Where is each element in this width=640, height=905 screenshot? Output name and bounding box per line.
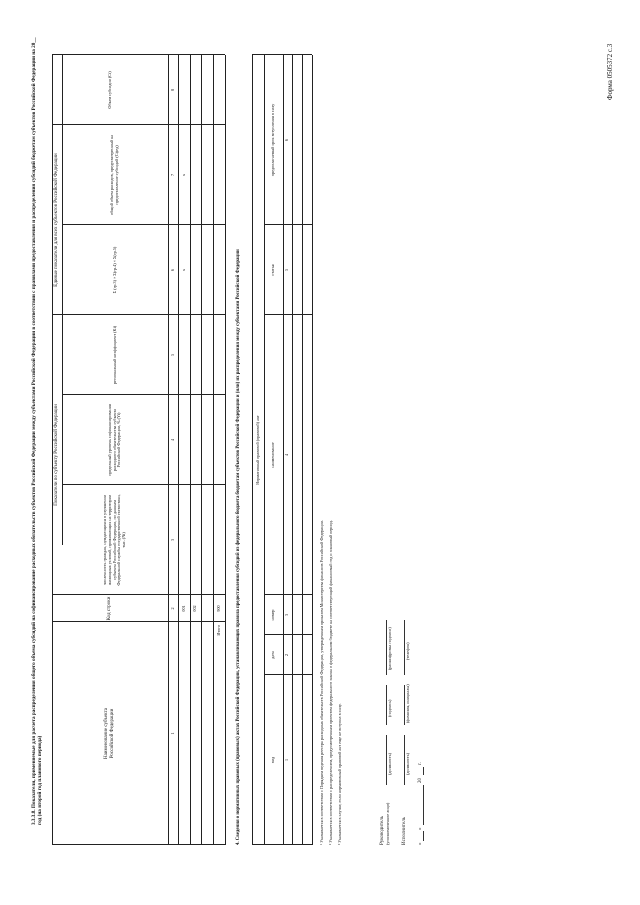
- col-status-header: предполагаемый срок вступления в силу: [270, 103, 276, 177]
- executor-fio-caption: (фамилия, инициалы): [405, 684, 410, 723]
- row-code-1: 001: [180, 605, 186, 612]
- table-row: [190, 595, 201, 622]
- group-indicators-header: Показатели по субъекту Российской Федерации: [54, 404, 60, 506]
- col-formula-header: Σ (гр.3) × Σ(гр.4) × Σ(гр.5): [111, 246, 117, 294]
- col-budget-level-header: предельный уровень софинансирования расходного обязательства субъекта Российской Федерации, % (Yi): [106, 404, 122, 476]
- date-year-suffix: г.: [418, 762, 423, 765]
- head-name-caption: (расшифровка подписи): [387, 627, 392, 670]
- t2-col-number-1: 1: [284, 758, 290, 762]
- date-year-prefix: 20: [418, 778, 423, 783]
- group-totals-header: Единые показатели для всех субъектов Российской Федерации: [54, 153, 60, 287]
- footnote-1: ¹ Указывается в соответствии с Порядком ведения реестра расходных обязательств Российской Федерации, утвержденным приказом Министерства финансов Российской Федерации.: [319, 519, 324, 845]
- total-label: Итого: [215, 625, 221, 636]
- head-position-caption: (должность): [387, 753, 392, 775]
- col-number-5: 5: [169, 353, 175, 357]
- t2-col-number-2: 2: [284, 653, 290, 657]
- row-1-mark-x-2: х: [180, 173, 186, 177]
- col-number-2: 2: [169, 607, 175, 610]
- t2-col-number-4: 4: [284, 453, 290, 457]
- col-number-8: 8: [169, 88, 175, 92]
- date-quote-open: «: [418, 842, 423, 845]
- col-number-7: 7: [169, 173, 175, 177]
- executor-label: Исполнитель: [402, 817, 407, 845]
- col-date-header: дата: [270, 651, 276, 659]
- total-code: 900: [215, 605, 221, 612]
- col-act-name-header: наименование: [270, 442, 276, 468]
- col-number-6: 6: [169, 268, 175, 272]
- col-article-header: статья: [270, 264, 276, 276]
- row-1-mark-x: х: [180, 268, 186, 272]
- col-name-header: Наименование субъекта Российской Федерации: [104, 707, 115, 760]
- form-code: Форма 0505372 с.3: [606, 43, 614, 100]
- executor-phone-caption: (телефон): [405, 642, 410, 660]
- col-number-header: номер: [270, 609, 276, 621]
- head-label: Руководитель: [380, 815, 385, 845]
- col-population-header: численность граждан, нуждающихся в улучшении жилищных условий, проживающих на территории субъекта Российской Федерации, по данным Федеральной службы государственной статистики, тыс. (Ni): [101, 494, 127, 586]
- col-coef-header: региональный коэффициент (Ki): [111, 325, 117, 385]
- row-code-2: 002: [192, 605, 198, 612]
- table-row: [178, 595, 190, 622]
- section-title: 3.3.3.8. Показатели, применяемые для расчета распределения общего объема субсидий на софинансирование расходных обязательств субъектов Российской Федерации между субъектами Российской Федерации в соответствии с правилами предоставления и распределения субсидий бюджетам субъектов Российской Федерации на 20__ год (на второй год планового периода): [31, 37, 43, 825]
- head-signature-caption: (подпись): [387, 699, 392, 717]
- col-code-header: Код строки: [107, 596, 113, 621]
- date-quote-close: »: [418, 827, 423, 830]
- table2-group-header: Нормативный правовой (правовой) акт: [254, 415, 260, 485]
- section4-title: 4. Сведения о нормативных правовых (правовых) актах Российской Федерации, устанавливающих правила предоставления субсидий из федерального бюджета бюджетам субъектов Российской Федерации и (или) их распределения между субъектами Российской Федерации: [236, 249, 241, 845]
- footnote-2: ² Указывается в соответствии с распределением, предусмотренным проектом федерального закона о федеральном бюджете на соответствующий финансовый год и плановый период.: [328, 520, 333, 845]
- col-type-header: вид: [270, 756, 276, 764]
- t2-col-number-3: 3: [284, 613, 290, 617]
- col-number-4: 4: [169, 438, 175, 442]
- col-subsidy-header: Объем субсидии (Ci): [106, 71, 112, 109]
- footnote-3: ³ Указывается в случае, если нормативный правовой акт еще не вступил в силу.: [337, 703, 342, 845]
- col-number-3: 3: [169, 538, 175, 542]
- col-number-1: 1: [169, 732, 175, 735]
- head-sub-label: (уполномоченное лицо): [385, 802, 390, 845]
- t2-col-number-5: 5: [284, 268, 290, 272]
- executor-position-caption: (должность): [405, 753, 410, 775]
- col-total-volume-header: общий объем расходов, предусмотренный на предоставление субсидий (Cфед): [109, 134, 119, 216]
- t2-col-number-6: 6: [284, 138, 290, 142]
